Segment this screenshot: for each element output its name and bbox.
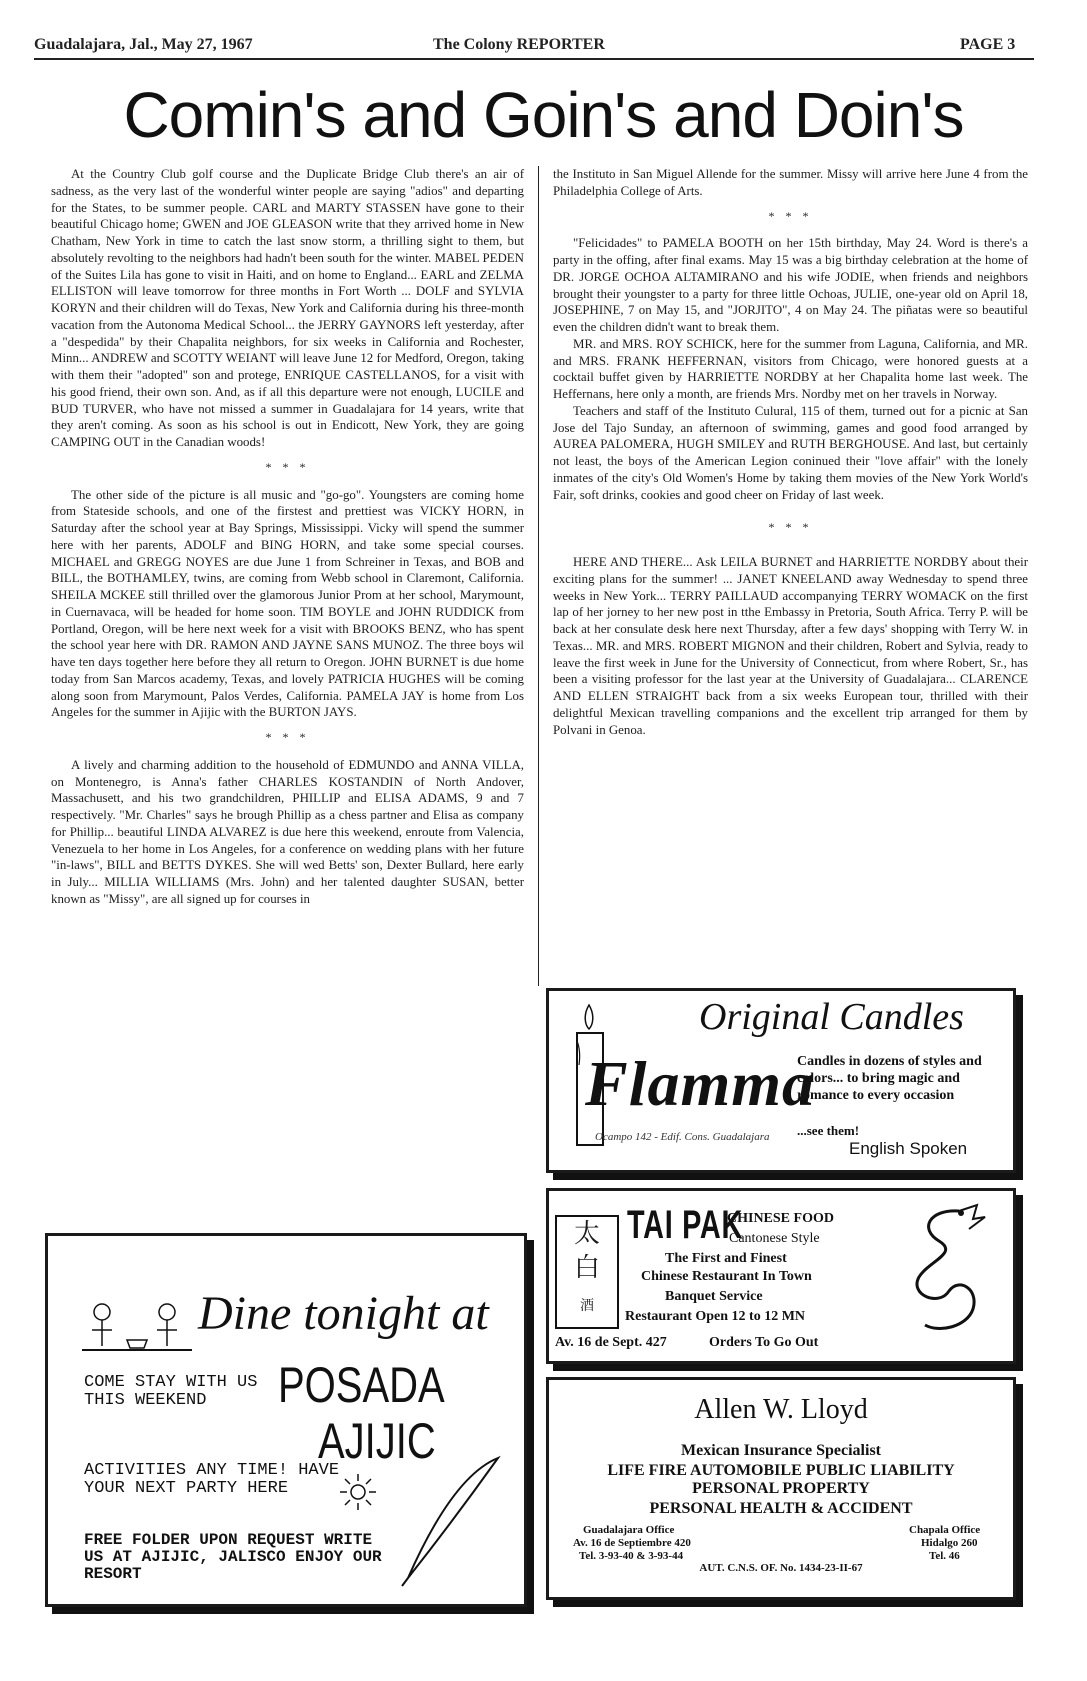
lloyd-gdl-office: Guadalajara Office (583, 1524, 675, 1536)
section-divider: * * * (265, 730, 310, 744)
article-paragraph: Teachers and staff of the Instituto Culural, 115 of them, turned out for a picnic at San Jose del Tajo Sunday, an afternoon of swimming, games and good food arranged by AUREA PALOMERA, HUGH SMILEY and RUTH BERGHOUSE. And last, but certainly not least, the boys of the American Legion coninued their "love affair" with the lonely inmates of the city's Old Women's Home by taking them movies of the New York World's Fair, soft drinks, cookies and good cheer on Friday of last week. (553, 403, 1028, 502)
posada-folder: FREE FOLDER UPON REQUEST WRITE US AT AJIJIC, JALISCO ENJOY OUR RESORT (84, 1531, 382, 1583)
chinese-characters-icon: 太 白 酒 (555, 1215, 619, 1329)
candles-headline: Original Candles (699, 996, 964, 1038)
lloyd-gdl-tel: Tel. 3-93-40 & 3-93-44 (579, 1550, 684, 1562)
article-paragraph: MR. and MRS. ROY SCHICK, here for the summer from Laguna, California, and MR. and MRS. FRANK HEFFERNAN, visitors from Chicago, were honored guests at a cocktail buffet given by HARRIETTE NORDBY at her Chapalita home last week. The Heffernans, here only a month, are friends Mrs. Nordby met on her travels in Norway. (553, 336, 1028, 401)
posada-ad (45, 1233, 527, 1607)
lloyd-line1: LIFE FIRE AUTOMOBILE PUBLIC LIABILITY (607, 1462, 955, 1479)
posada-name2: AJIJIC (318, 1413, 436, 1469)
taipak-orders: Orders To Go Out (709, 1335, 819, 1350)
quill-icon (388, 1450, 508, 1590)
lloyd-ad (546, 1377, 1016, 1600)
posada-activities: ACTIVITIES ANY TIME! HAVE YOUR NEXT PARTY HERE (84, 1461, 340, 1498)
lloyd-license: AUT. C.N.S. OF. No. 1434-23-II-67 (699, 1562, 863, 1574)
flamma-logo: Flamma (585, 1048, 816, 1119)
dateline: Guadalajara, Jal., May 27, 1967 (34, 36, 253, 53)
candles-address: Ocampo 142 - Edif. Cons. Guadalajara (595, 1131, 770, 1143)
dragon-icon (889, 1199, 999, 1349)
section-divider: * * * (265, 459, 310, 474)
left-column (51, 166, 524, 908)
posada-headline: Dine tonight at (198, 1287, 489, 1340)
section-divider: * * * (768, 208, 813, 223)
taipak-style: Cantonese Style (729, 1231, 820, 1246)
article-paragraph: the Instituto in San Miguel Allende for the summer. Missy will arrive here June 4 from the Philadelphia College of Arts. (553, 167, 1028, 198)
paper-name: The Colony REPORTER (433, 36, 605, 53)
article-paragraph: "Felicidades" to PAMELA BOOTH on her 15th birthday, May 24. Word is there's a party in the offing, after final exams. May 15 was a big birthday celebration at the home of DR. JORGE OCHOA ALTAMIRANO and his wife JODIE, when friends and neighbors brought their youngster to a party for three little Ochoas, JULIE, one-year old on April 18, JOSEPHINE, 7 on May 15, and "JORJITO", 4 on May 24. The piñatas were so beautiful even the children didn't want to break them. (553, 236, 1028, 334)
sun-icon (338, 1472, 378, 1512)
column-rule (538, 166, 539, 986)
taipak-tag: CHINESE FOOD (727, 1211, 834, 1226)
taipak-line2: Chinese Restaurant In Town (641, 1269, 812, 1284)
article-paragraph: The other side of the picture is all music and "go-go". Youngsters are coming home from Stateside schools, and one of the firstest and prettiest was VICKY HORN, in Saturday after the school year at Bay Springs, Mississippi. Vicky will spend the summer here with her parents, ADOLF and BING HORN, and take some special courses. MICHAEL and GREGG NOYES are due June 1 from Schreiner in Texas, and BOB and BILL, the BOTHAMLEY, twins, are coming from Webb school in Claremont, California. SHEILA MCKEE still thrilled over the glamorous Junior Prom at her school, Marymount, in Cuernavaca, will be headed for home soon. TIM BOYLE and JOHN RUDDICK from Portland, Oregon, will be here next week for a visit with BROOKS BENZ, who has spent the school year here with DR. RAMON AND JAYNE SANS MUNOZ. The three boys wil have ten days together here before they all return to Oregon. JOHN BURNET is due home today from San Marcos academy, Texas, and lovely PATRICIA HUGHES will be coming along soon from Marymount, Palos Verdes, California. PAMELA JAY is home from Los Angeles for the summer in Ajijic with the BURTON JAYS. (51, 487, 524, 720)
page-title: Comin's and Goin's and Doin's (123, 79, 964, 151)
posada-stay: COME STAY WITH US THIS WEEKEND (84, 1373, 258, 1410)
diners-icon (72, 1290, 202, 1370)
taipak-ad (546, 1188, 1016, 1364)
article-paragraph: At the Country Club golf course and the Duplicate Bridge Club there's an air of sadness, as the very last of the wonderful winter people are saying "adios" and departing for the States, to be summer people. CARL and MARTY STASSEN have gone to their beautiful Chicago home; GWEN and JOE GLEASON write that they arrived home in New Chatham, New York in time to catch the last snow storm, a thrilling sight to them, but absolutely revolting to the neighbors had hadn't been south for the winter. MABEL PEDEN of the Suites Lila has gone to visit in Haiti, and on home to England... EARL and ZELMA ELLISTON will leave tomorrow for three months in Fort Worth ... DOLF and SYLVIA KORYN and their children will do Texas, New York and California during his three-month vacation from the Autonoma Medical School... the JERRY GAYNORS left yesterday, after a "despedida" by their Chapalita neighbors, for six weeks in California and Rochester, Minn... ANDREW and SCOTTY WEIANT will leave June 12 for Medford, Oregon, taking with them their "adopted" son and protege, ENRIQUE CASTELLANOS, for a visit with his good friend, their own son. And, as if all this departure were not enough, LUCILE and BUD TURVER, who have not missed a summer in Guadalajara for 14 years, write that they aren't coming. As soon as his school is out in Endicott, New York, they are going CAMPING OUT in the Canadian woods! (51, 167, 524, 449)
lloyd-title: Mexican Insurance Specialist (681, 1442, 881, 1459)
taipak-line1: The First and Finest (665, 1251, 787, 1266)
candles-cta: ...see them! (797, 1123, 860, 1138)
section-divider: * * * (768, 520, 813, 535)
candles-ad (546, 988, 1016, 1173)
article-paragraph: HERE AND THERE... Ask LEILA BURNET and HARRIETTE NORDBY about their exciting plans for the summer! ... JANET KNEELAND away Wednesday to spend three weeks in New York... TERRY PAILLAUD accompanying TERRY WOMACK on the first lap of her jorney to her new post in tthe Embassy in Pretoria, South Africa. Terry P. will be back at her consulate desk here next Thursday, after a few days' shopping with Terry W. in Texas... MR. and MRS. ROBERT MIGNON and their children, Robert and Sylvia, ready to leave the first week in June for the University of Connecticut, from where Robert, Sr., has been a visiting professor for the last year at the University of Guadalajara... CLARENCE AND ELLEN STRAIGHT back from a six weeks European tour, thrilled with their delightful Mexican travelling companions and the excellent trip arranged for them by Polvani in Genoa. (553, 555, 1028, 737)
right-column (553, 166, 1028, 738)
lloyd-line3: PERSONAL HEALTH & ACCIDENT (649, 1500, 913, 1517)
lloyd-name: Allen W. Lloyd (694, 1394, 868, 1425)
taipak-address: Av. 16 de Sept. 427 (555, 1335, 667, 1350)
taipak-line4: Restaurant Open 12 to 12 MN (625, 1309, 806, 1324)
lloyd-chapala-tel: Tel. 46 (929, 1550, 960, 1562)
taipak-name: TAI PAK (627, 1203, 743, 1247)
article-paragraph: A lively and charming addition to the household of EDMUNDO and ANNA VILLA, on Montenegro, is Anna's father CHARLES KOSTANDIN of North Andover, Massachusett, and his two grandchildren, PHILLIP and ELISA ADAMS, 9 and 7 respectively. "Mr. Charles" says he brough Phillip as a chess partner and Elisa as company for Phillip... beautiful LINDA ALVAREZ is due here this weekend, enroute from Valencia, Venezuela to her home in Los Angeles, for a conference on wedding plans with her future "in-laws", BILL and BETTS DYKES. She will wed Betts' son, Dexter Bullard, here early in July... MILLIA WILLIAMS (Mrs. John) and her talented daughter SUSAN, better known as "Missy", are all signed up for courses in (51, 757, 524, 906)
lloyd-line2: PERSONAL PROPERTY (692, 1480, 870, 1497)
candles-footer: English Spoken (849, 1139, 968, 1158)
candles-body: Candles in dozens of styles and colors... to bring magic and romance to every occasion (797, 1054, 982, 1103)
posada-name1: POSADA (278, 1357, 445, 1413)
lloyd-chapala-address: Hidalgo 260 (921, 1537, 978, 1549)
header-rule (34, 58, 1034, 60)
taipak-line3: Banquet Service (665, 1289, 763, 1304)
page-number: PAGE 3 (960, 36, 1016, 53)
lloyd-chapala-office: Chapala Office (909, 1524, 981, 1536)
lloyd-gdl-address: Av. 16 de Septiembre 420 (573, 1537, 691, 1549)
